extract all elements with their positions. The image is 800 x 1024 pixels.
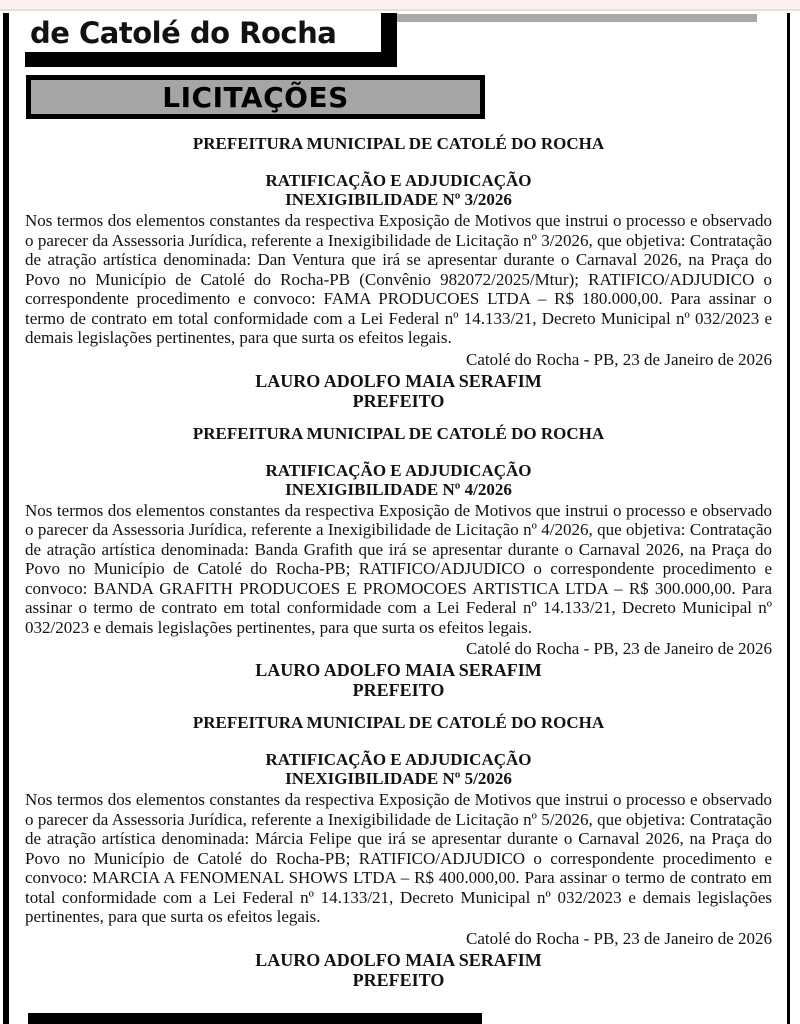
signature-role: PREFEITO — [352, 390, 445, 411]
section-banner — [26, 75, 485, 119]
notice-title: RATIFICAÇÃO E ADJUDICAÇÃO — [265, 460, 532, 480]
notice-title-block — [25, 461, 772, 499]
notice-inexigibilidade-4-2026 — [25, 424, 772, 701]
notice-subtitle: INEXIGIBILIDADE Nº 3/2026 — [285, 190, 512, 209]
section-banner-label: LICITAÇÕES — [162, 80, 349, 114]
dateline: Catolé do Rocha - PB, 23 de Janeiro de 2026 — [466, 639, 772, 658]
notice-subtitle: INEXIGIBILIDADE Nº 5/2026 — [285, 769, 512, 788]
org-header: PREFEITURA MUNICIPAL DE CATOLÉ DO ROCHA — [192, 423, 605, 443]
bottom-rule — [28, 1013, 482, 1024]
dateline: Catolé do Rocha - PB, 23 de Janeiro de 2026 — [466, 928, 772, 948]
masthead — [9, 13, 397, 53]
notice-body: Nos termos dos elementos constantes da respectiva Exposição de Motivos que instrui o processo e observado o parecer da Assessoria Jurídica, referente a Inexigibilidade de Licitação nº 5/2026, que objetiva: Contratação de atração artística denominada: Márcia Felipe que irá se apresentar durante o Carnaval 2026, na Praça do Povo no Município de Catolé do Rocha-PB; RATIFICO/ADJUDICO o correspondente procedimento e convoco: MARCIA A FENOMENAL SHOWS LTDA – R$ 400.000,00. Para assinar o termo de contrato em total conformidade com a Lei Federal nº 14.133/21, Decreto Municipal nº 032/2023 e demais legislações pertinentes, para que surta os efeitos legais. — [25, 790, 772, 926]
top-gray-bar — [390, 14, 757, 22]
notice-body: Nos termos dos elementos constantes da respectiva Exposição de Motivos que instrui o processo e observado o parecer da Assessoria Jurídica, referente a Inexigibilidade de Licitação nº 3/2026, que objetiva: Contratação de atração artística denominada: Dan Ventura que irá se apresentar durante o Carnaval 2026, na Praça do Povo no Município de Catolé do Rocha-PB (Convênio 982072/2025/Mtur); RATIFICO/ADJUDICO o correspondente procedimento e convoco: FAMA PRODUCOES LTDA – R$ 180.000,00. Para assinar o termo de contrato em total conformidade com a Lei Federal nº 14.133/21, Decreto Municipal nº 032/2023 e demais legislações pertinentes, para que surta os efeitos legais. — [25, 211, 772, 347]
notice-title-block — [25, 750, 772, 788]
notice-inexigibilidade-5-2026 — [25, 713, 772, 990]
signature-role: PREFEITO — [352, 969, 445, 990]
notice-title: RATIFICAÇÃO E ADJUDICAÇÃO — [265, 750, 532, 769]
left-border-line — [3, 13, 9, 1024]
masthead-bottom-bar — [25, 52, 397, 67]
notices-column — [25, 128, 772, 990]
dateline: Catolé do Rocha - PB, 23 de Janeiro de 2026 — [466, 349, 772, 369]
signature-name: LAURO ADOLFO MAIA SERAFIM — [255, 370, 542, 391]
signature-role: PREFEITO — [352, 680, 445, 700]
right-border-line — [787, 13, 790, 1024]
org-header: PREFEITURA MUNICIPAL DE CATOLÉ DO ROCHA — [192, 134, 605, 153]
notice-title: RATIFICAÇÃO E ADJUDICAÇÃO — [265, 171, 532, 190]
notice-subtitle: INEXIGIBILIDADE Nº 4/2026 — [285, 479, 512, 499]
org-header: PREFEITURA MUNICIPAL DE CATOLÉ DO ROCHA — [192, 713, 605, 732]
signature-name: LAURO ADOLFO MAIA SERAFIM — [255, 660, 542, 680]
top-strip — [0, 0, 800, 11]
signature-name: LAURO ADOLFO MAIA SERAFIM — [255, 949, 542, 970]
notice-title-block — [25, 171, 772, 209]
masthead-title: de Catolé do Rocha — [30, 16, 337, 50]
notice-body: Nos termos dos elementos constantes da respectiva Exposição de Motivos que instrui o processo e observado o parecer da Assessoria Jurídica, referente a Inexigibilidade de Licitação nº 4/2026, que objetiva: Contratação de atração artística denominada: Banda Grafith que irá se apresentar durante o Carnaval 2026, na Praça do Povo no Município de Catolé do Rocha-PB; RATIFICO/ADJUDICO o correspondente procedimento e convoco: BANDA GRAFITH PRODUCOES E PROMOCOES ARTISTICA LTDA – R$ 300.000,00. Para assinar o termo de contrato em total conformidade com a Lei Federal nº 14.133/21, Decreto Municipal nº 032/2023 e demais legislações pertinentes, para que surta os efeitos legais. — [25, 500, 772, 637]
notice-inexigibilidade-3-2026 — [25, 134, 772, 411]
